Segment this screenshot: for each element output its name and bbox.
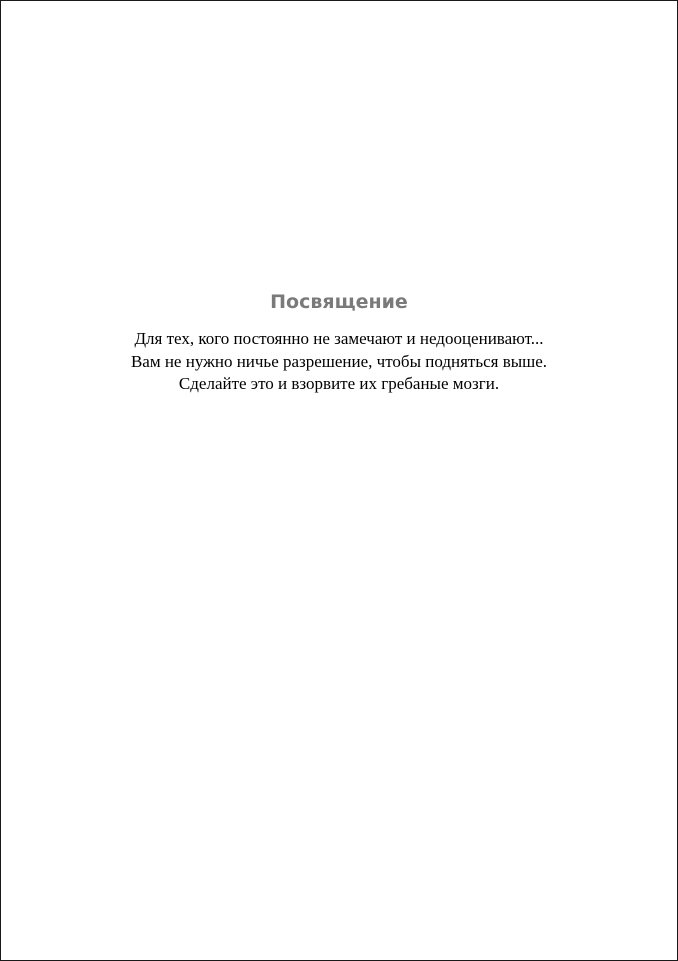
dedication-line: Вам не нужно ничье разрешение, чтобы подняться выше. [130,351,548,371]
dedication-section [1,289,677,396]
dedication-line: Сделайте это и взорвите их гребаные мозги. [178,374,500,393]
dedication-line: Для тех, кого постоянно не замечают и недооценивают... [134,329,544,348]
dedication-text [1,328,677,396]
dedication-title: Посвящение [270,291,408,313]
